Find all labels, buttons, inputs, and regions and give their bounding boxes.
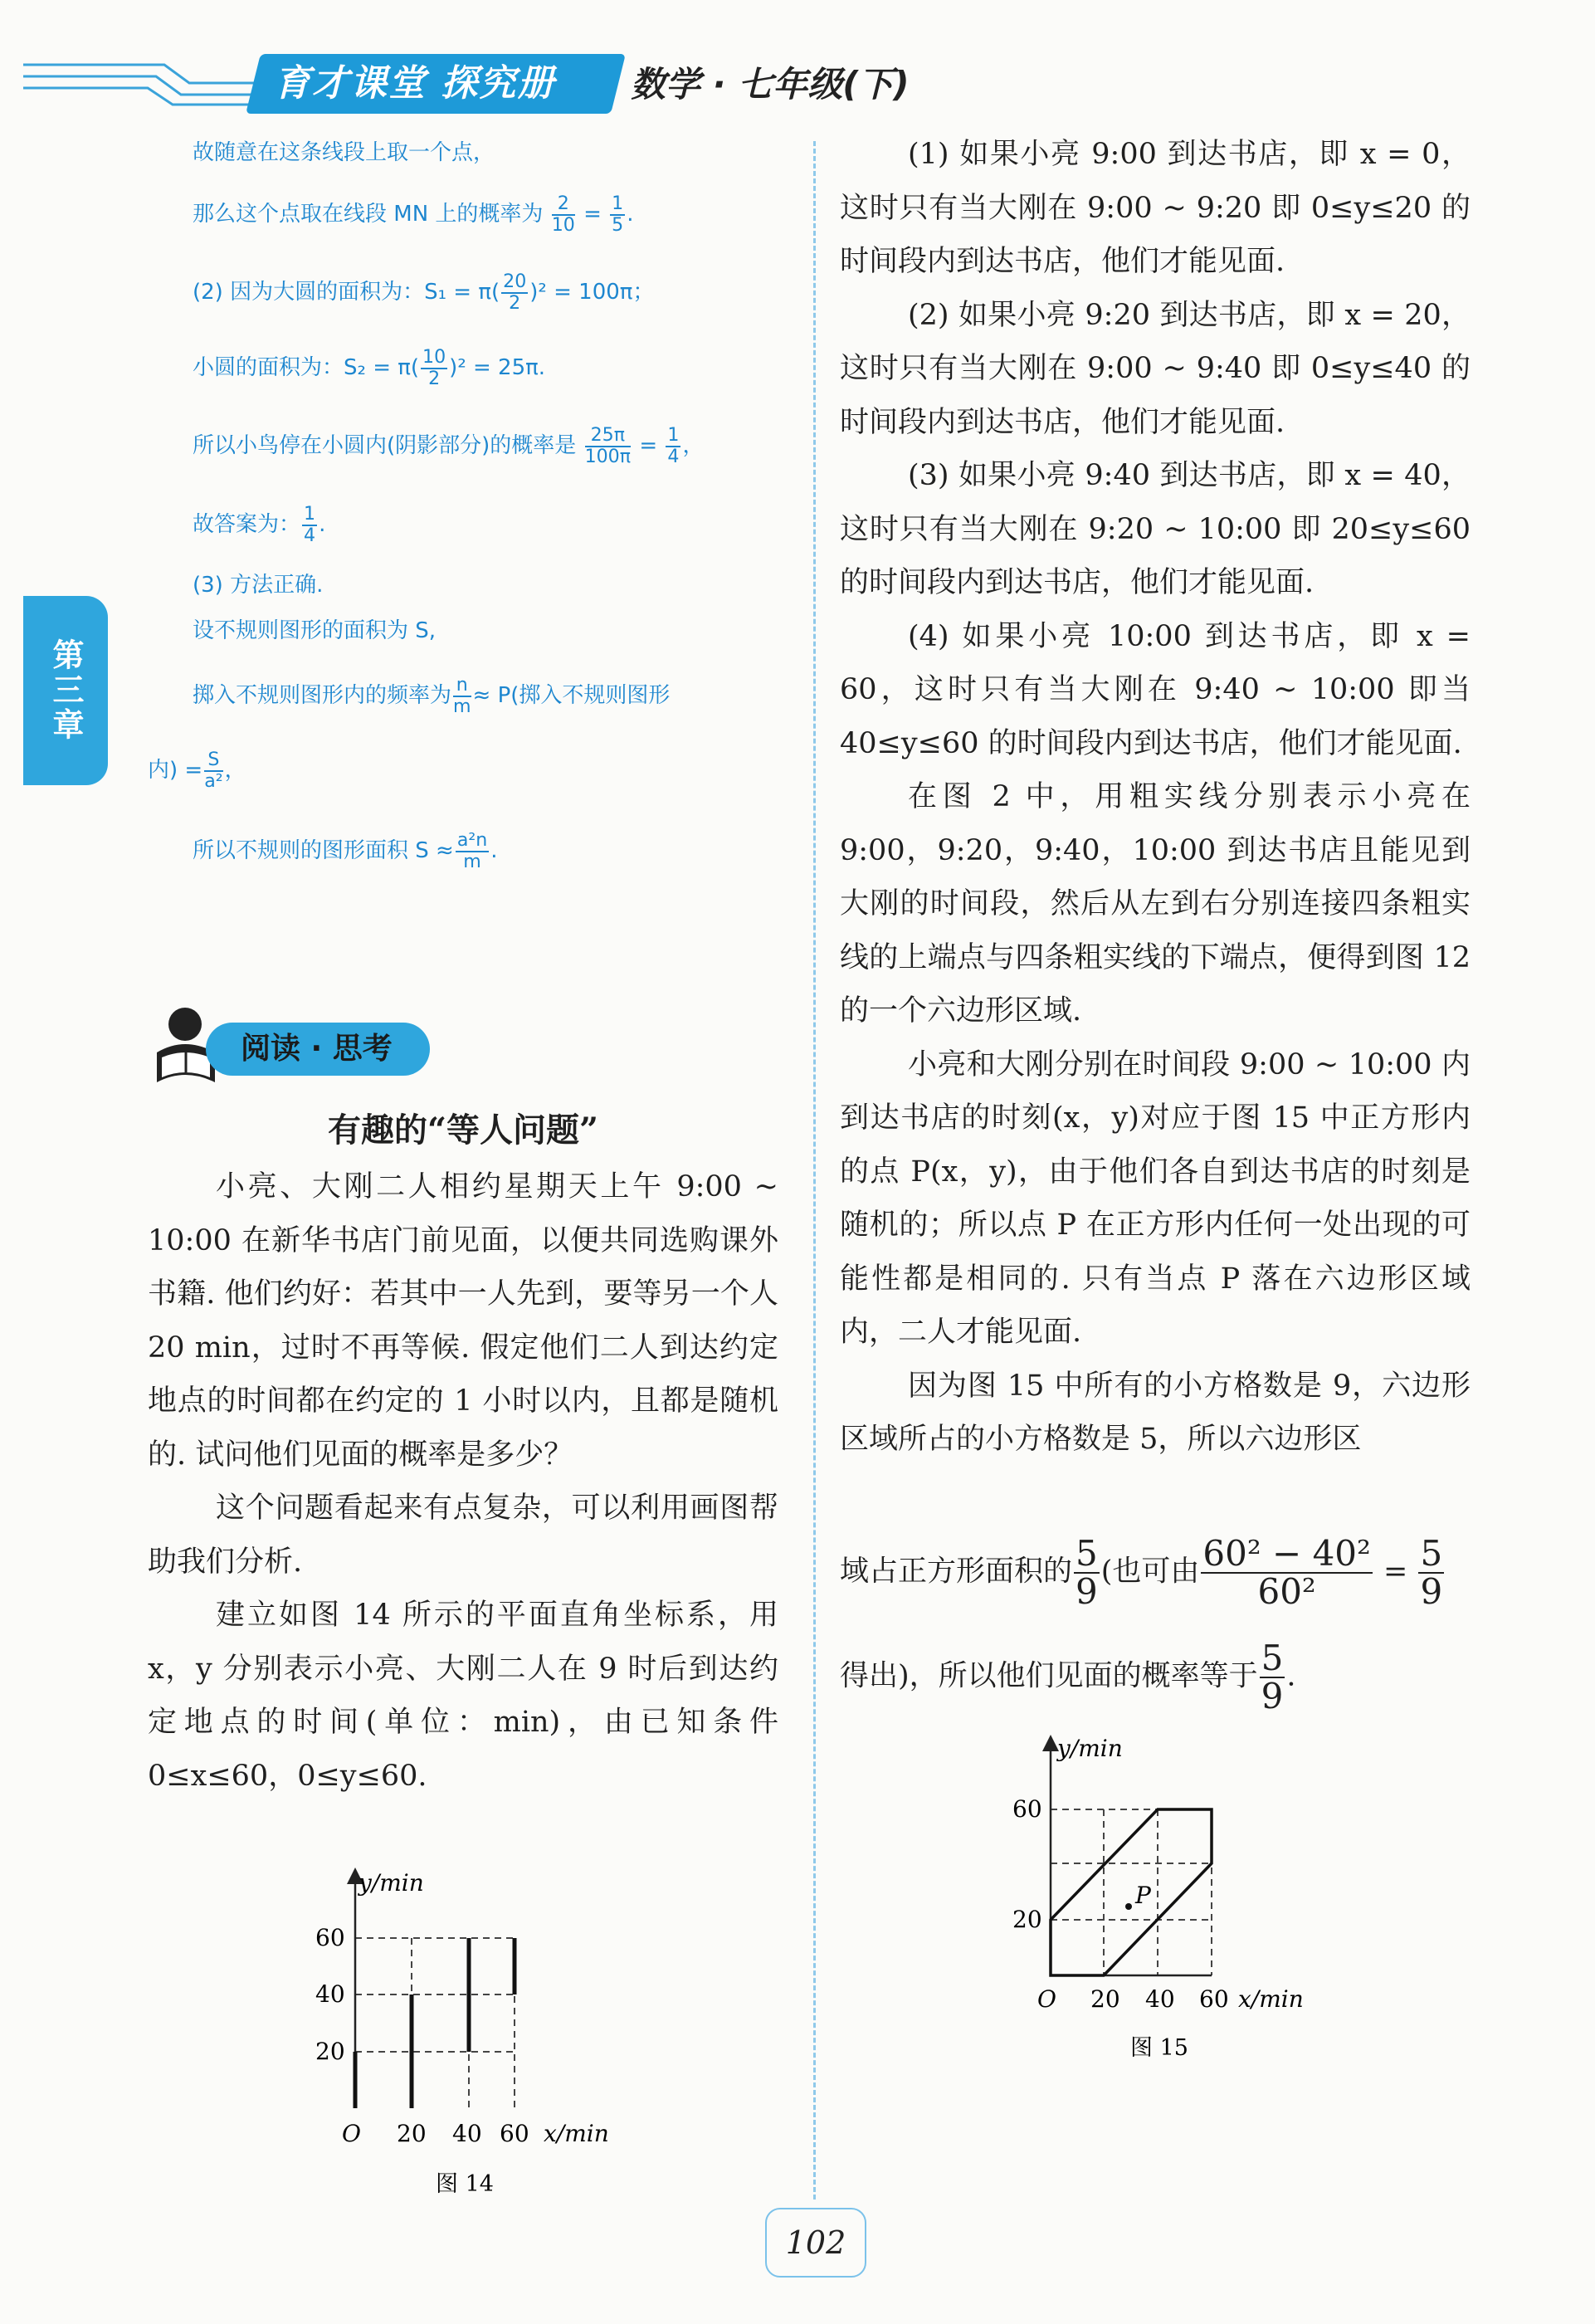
point-p bbox=[1125, 1903, 1132, 1910]
hexagon-region bbox=[1051, 1809, 1212, 1975]
paragraph: (1) 如果小亮 9:00 到达书店，即 x = 0，这时只有当大刚在 9:00 ~ 9:20 即 0≤y≤20 的时间段内到达书店，他们才能见面. bbox=[840, 138, 1471, 278]
final-line-c: 得出)，所以他们见面的概率等于 $\frac{5}{9}$ . bbox=[840, 1638, 1296, 1717]
origin-label: O bbox=[342, 2120, 361, 2147]
solution-line-8: 设不规则图形的面积为 S, bbox=[193, 618, 437, 643]
y-axis-label: y/min bbox=[1057, 1735, 1123, 1762]
paragraph: 建立如图 14 所示的平面直角坐标系，用 x，y 分别表示小亮、大刚二人在 9 时后到达约定地点的时间(单位：min)，由已知条件 0≤x≤60，0≤y≤60. bbox=[148, 1599, 778, 1793]
grid-lines bbox=[355, 1938, 515, 2108]
solution-line-4: 小圆的面积为：S₂ = π( $\frac{10}{2}$ )² = 25π. bbox=[193, 346, 546, 389]
paragraph: 小亮、大刚二人相约星期天上午 9:00 ~ 10:00 在新华书店门前见面，以便共同选购课外书籍. 他们约好：若其中一人先到，要等另一个人 20 min，过时不再等候. 假定他们二人到达约定地点的时间都在约定的 1 小时以内，且都是随机的. 试问他们见面的概率是多少？ bbox=[148, 1170, 778, 1472]
solution-line-1: 故随意在这条线段上取一个点， bbox=[193, 140, 495, 165]
y-tick: 40 bbox=[315, 1980, 345, 2008]
thick-segments bbox=[355, 1938, 515, 2108]
x-tick: 40 bbox=[1145, 1985, 1175, 2013]
y-tick: 20 bbox=[315, 2038, 345, 2065]
header-decoration-lines bbox=[23, 58, 280, 108]
paragraph: (2) 如果小亮 9:20 到达书店，即 x = 20，这时只有当大刚在 9:00 ~ 9:40 即 0≤y≤40 的时间段内到达书店，他们才能见面. bbox=[840, 298, 1471, 439]
x-tick: 60 bbox=[500, 2120, 529, 2147]
page-number: 102 bbox=[765, 2208, 866, 2278]
solution-line-6: 故答案为： $\frac{1}{4}$ . bbox=[193, 503, 326, 546]
figure-14 bbox=[299, 1859, 647, 2208]
paragraph: (4) 如果小亮 10:00 到达书店，即 x = 60，这时只有当大刚在 9:40 ~ 10:00 即当 40≤y≤60 的时间段内到达书店，他们才能见面. bbox=[840, 619, 1471, 760]
subject-title: 数学 · 七年级(下) bbox=[631, 64, 910, 105]
y-axis-label: y/min bbox=[359, 1869, 424, 1897]
solution-line-7: (3) 方法正确. bbox=[193, 573, 324, 598]
section-badge: 阅读 · 思考 bbox=[241, 1032, 393, 1066]
chapter-tab: 第三章 bbox=[23, 596, 108, 785]
figure-caption: 图 15 bbox=[1130, 2035, 1188, 2061]
figure-caption: 图 14 bbox=[436, 2171, 494, 2197]
paragraph: 小亮和大刚分别在时间段 9:00 ~ 10:00 内到达书店的时刻(x，y)对应于图 15 中正方形内的点 P(x，y)，由于他们各自到达书店的时刻是随机的；所以点 P 在正方形内任何一处出现的可能性都是相同的. 只有当点 P 落在六边形区域内，二人才能见面. bbox=[840, 1047, 1471, 1349]
solution-line-11: 所以不规则的图形面积 S ≈ $\frac{\text{a²n}}{m}$ . bbox=[193, 829, 498, 872]
y-tick: 60 bbox=[1012, 1795, 1042, 1823]
x-tick: 40 bbox=[452, 2120, 482, 2147]
column-divider bbox=[813, 141, 816, 2200]
solution-line-2: 那么这个点取在线段 MN 上的概率为 $\frac{2}{10}$ = $\frac{1}{5}$ . bbox=[193, 193, 634, 236]
x-axis-label: x/min bbox=[1238, 1985, 1304, 2013]
point-label: P bbox=[1135, 1882, 1151, 1909]
solution-line-3: (2) 因为大圆的面积为：S₁ = π( $\frac{20}{2}$ )² = 100π； bbox=[193, 271, 655, 314]
x-axis-label: x/min bbox=[544, 2120, 609, 2147]
solution-line-10: 内) = $\frac{S}{\text{a²}}$ ， bbox=[148, 749, 246, 792]
paragraph: 因为图 15 中所有的小方格数是 9，六边形区域所占的小方格数是 5，所以六边形区 bbox=[840, 1369, 1471, 1456]
right-body-text bbox=[840, 128, 1471, 1467]
y-tick: 20 bbox=[1012, 1906, 1042, 1933]
y-tick: 60 bbox=[315, 1924, 345, 1951]
article-title: 有趣的“等人问题” bbox=[327, 1111, 598, 1150]
x-tick: 20 bbox=[397, 2120, 427, 2147]
series-title: 育才课堂 探究册 bbox=[274, 62, 556, 105]
paragraph: 这个问题看起来有点复杂，可以利用画图帮助我们分析. bbox=[148, 1492, 778, 1579]
left-body-text bbox=[148, 1160, 778, 1803]
origin-label: O bbox=[1037, 1985, 1056, 2013]
paragraph: 在图 2 中，用粗实线分别表示小亮在 9:00，9:20，9:40，10:00 到达书店且能见到大刚的时间段，然后从左到右分别连接四条粗实线的上端点与四条粗实线的下端点，便得到图 12 的一个六边形区域. bbox=[840, 780, 1471, 1028]
grid-lines bbox=[1051, 1809, 1212, 1975]
final-line-b: 域占正方形面积的 $\frac{5}{9}$ (也可由 $\frac{\text{60² − 40²}}{\text{60²}}$ = $\frac{5}{9}$ bbox=[840, 1533, 1443, 1613]
figure-15 bbox=[996, 1726, 1344, 2075]
paragraph: (3) 如果小亮 9:40 到达书店，即 x = 40，这时只有当大刚在 9:20 ~ 10:00 即 20≤y≤60 的时间段内到达书店，他们才能见面. bbox=[840, 459, 1471, 599]
x-tick: 60 bbox=[1199, 1985, 1229, 2013]
solution-line-9: 掷入不规则图形内的频率为 $\frac{n}{m}$ ≈ P(掷入不规则图形 bbox=[193, 674, 671, 717]
x-tick: 20 bbox=[1090, 1985, 1120, 2013]
solution-line-5: 所以小鸟停在小圆内(阴影部分)的概率是 $\frac{25\pi}{100\pi}$ = $\frac{1}{4}$ ， bbox=[193, 424, 705, 467]
